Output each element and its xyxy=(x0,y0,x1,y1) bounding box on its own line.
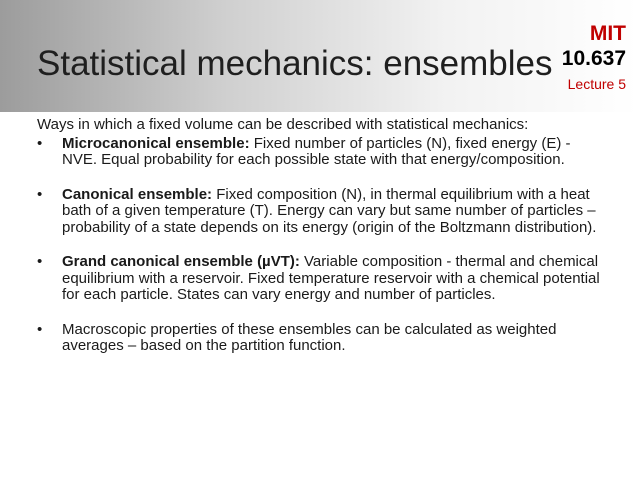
institution-label: MIT xyxy=(589,22,626,45)
bullet-term: Microcanonical ensemble: xyxy=(62,134,250,152)
lecture-label: Lecture 5 xyxy=(567,76,626,92)
bullet-text: Variable composition - thermal and chemical equilibrium with a reservoir. Fixed temperature reservoir with a chemical potential for each particle. States can vary energy and number of particles. xyxy=(62,253,600,303)
bullet-list xyxy=(37,136,607,355)
bullet-text: Fixed number of particles (N), fixed energy (E) - NVE. Equal probability for each possible state with that energy/composition. xyxy=(62,134,571,168)
bullet-term: Canonical ensemble: xyxy=(62,185,213,203)
intro-text: Ways in which a fixed volume can be described with statistical mechanics: xyxy=(37,116,529,133)
slide-title: Statistical mechanics: ensembles xyxy=(37,44,553,83)
bullet-text: Macroscopic properties of these ensembles can be calculated as weighted averages – based on the partition function. xyxy=(62,320,557,354)
course-number: 10.637 xyxy=(561,47,626,70)
bullet-term: Grand canonical ensemble (µVT): xyxy=(62,253,300,270)
slide-body xyxy=(37,117,607,373)
bullet-canonical xyxy=(37,187,607,237)
bullet-grand-canonical xyxy=(37,254,607,304)
course-branding xyxy=(562,22,626,94)
bullet-text: Fixed composition (N), in thermal equilibrium with a heat bath of a given temperature (T). Energy can vary but same number of particles – probability of a state depends on its energy (origin of the Boltzmann distribution). xyxy=(62,185,597,236)
bullet-macroscopic xyxy=(37,322,607,355)
bullet-microcanonical xyxy=(37,136,607,169)
